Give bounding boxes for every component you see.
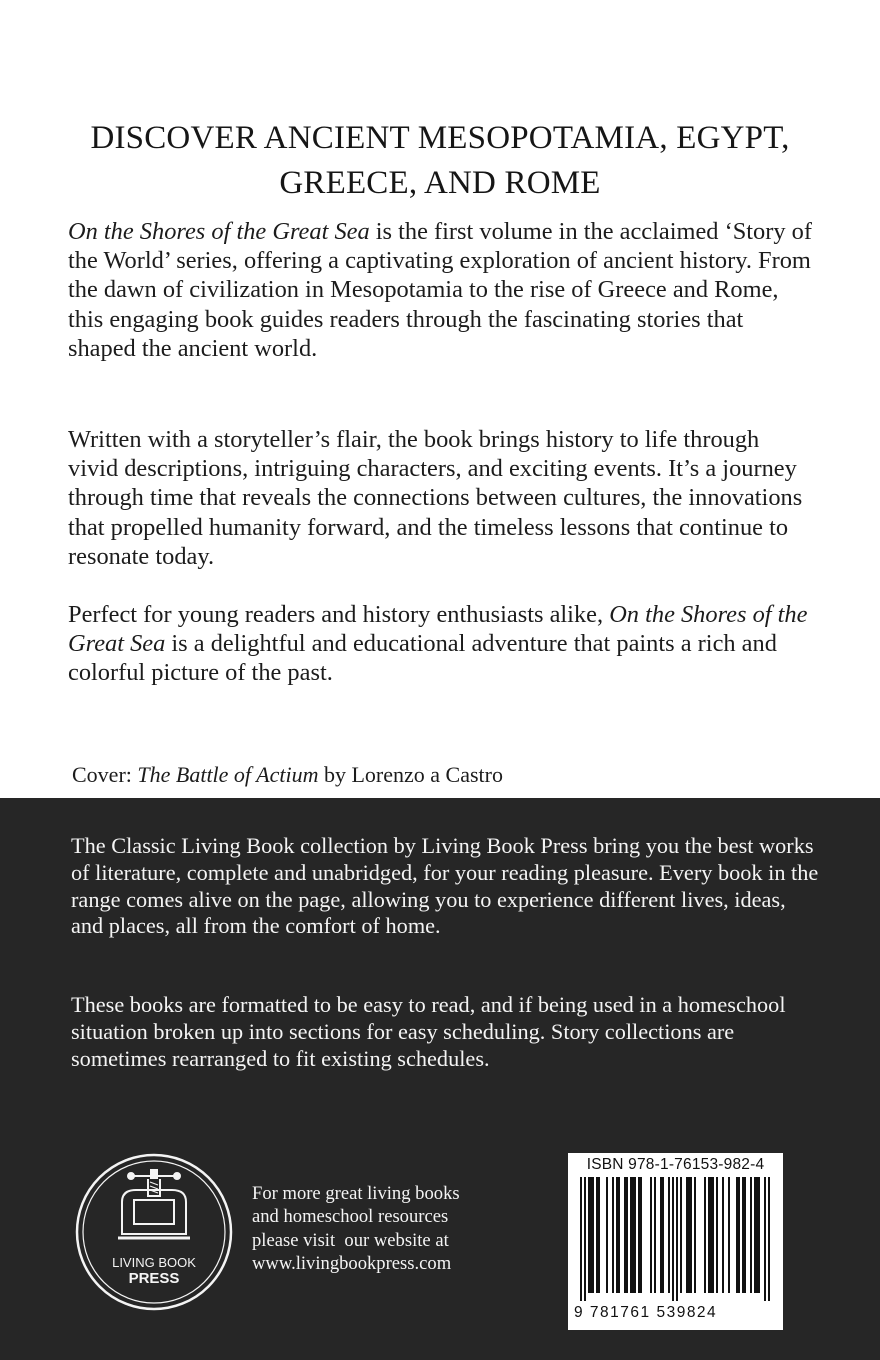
barcode-bar (616, 1177, 618, 1293)
cover-credit-artist: by Lorenzo a Castro (318, 762, 503, 787)
barcode-bar (736, 1177, 738, 1293)
barcode-bar (612, 1177, 614, 1293)
barcode-bar (580, 1177, 582, 1301)
barcode-bar (738, 1177, 740, 1293)
barcode-bar (710, 1177, 712, 1293)
barcode-bar (716, 1177, 718, 1293)
logo-line-1: LIVING BOOK (112, 1255, 196, 1270)
barcode-bar (694, 1177, 696, 1293)
description-paragraph-1 (68, 217, 813, 363)
barcode-bar (626, 1177, 628, 1293)
barcode-bar (668, 1177, 670, 1293)
barcode-bar (722, 1177, 724, 1293)
barcode-bar (662, 1177, 664, 1293)
book-title: On the Shores of the Great Sea (68, 218, 370, 245)
barcode-bar (592, 1177, 594, 1293)
barcode-bar (742, 1177, 744, 1293)
barcode-bar (650, 1177, 652, 1293)
barcode-bar (672, 1177, 674, 1301)
barcode-bar (654, 1177, 656, 1293)
barcode-bar (660, 1177, 662, 1293)
description-paragraph-3 (68, 600, 813, 688)
barcode-bar (618, 1177, 620, 1293)
description-paragraph-2: Written with a storyteller’s flair, the book brings history to life through vivid descriptions, intriguing characters, and exciting events. It’s a journey through time that reveals the connections between cultures, the innovations that propelled humanity forward, and the timeless lessons that continue to resonate today. (68, 426, 803, 570)
paragraph-text: is the first volume in the acclaimed ‘Story of the World’ series, offering a captivating exploration of ancient history. From the dawn of civilization in Mesopotamia to the rise of Greece and Rome, this engaging book guides readers through the fascinating stories that shaped the ancient world. (68, 218, 812, 362)
barcode-bar (632, 1177, 634, 1293)
heading: DISCOVER ANCIENT MESOPOTAMIA, EGYPT, GREECE, AND ROME (90, 120, 790, 201)
barcode-box (568, 1153, 783, 1330)
barcode-bar (750, 1177, 752, 1293)
barcode-bar (676, 1177, 678, 1301)
collection-paragraph-1: The Classic Living Book collection by Living Book Press bring you the best works of literature, complete and unabridged, for your reading pleasure. Every book in the range comes alive on the page, allowing you to experience different lives, ideas, and places, all from the comfort of home. (71, 833, 819, 939)
promo-line-3: please visit our website at (252, 1229, 449, 1251)
barcode-bar (764, 1177, 766, 1301)
publisher-panel (0, 798, 880, 1360)
barcode-bar (704, 1177, 706, 1293)
living-book-press-logo (74, 1152, 234, 1312)
cover-credit-label: Cover: (72, 762, 138, 787)
barcode-bar (728, 1177, 730, 1293)
website-url: www.livingbookpress.com (252, 1253, 452, 1275)
barcode-bar (686, 1177, 688, 1293)
artwork-title: The Battle of Actium (137, 762, 319, 787)
barcode-bar (596, 1177, 598, 1293)
barcode-bar (690, 1177, 692, 1293)
website-promo (252, 1182, 522, 1276)
barcode-bar (758, 1177, 760, 1293)
cover-credit (72, 761, 503, 789)
logo-line-2: PRESS (128, 1270, 180, 1287)
isbn-text: ISBN 978-1-76153-982-4 (586, 1156, 765, 1173)
barcode-bar (590, 1177, 592, 1293)
barcode-bar (634, 1177, 636, 1293)
barcode-bar (680, 1177, 682, 1293)
barcode-bar (744, 1177, 746, 1293)
barcode (576, 1177, 776, 1301)
barcode-bar (768, 1177, 770, 1301)
barcode-digits: 9 781761 539824 (574, 1304, 718, 1321)
promo-line-2: and homeschool resources (252, 1206, 449, 1228)
barcode-bar (708, 1177, 710, 1293)
collection-paragraph-2: These books are formatted to be easy to read, and if being used in a homeschool situation broken up into sections for easy scheduling. Story collections are sometimes rearranged to fit existing schedules. (71, 992, 786, 1071)
paragraph-text: Perfect for young readers and history enthusiasts alike, (68, 601, 610, 628)
book-title: On the Shores of the Great Sea (68, 601, 808, 658)
barcode-bar (624, 1177, 626, 1293)
barcode-bar (588, 1177, 590, 1293)
barcode-bar (630, 1177, 632, 1293)
paragraph-text: is a delightful and educational adventure that paints a rich and colorful picture of the past. (68, 630, 777, 687)
book-press-icon (118, 1170, 190, 1238)
barcode-bar (606, 1177, 608, 1293)
barcode-bar (756, 1177, 758, 1293)
barcode-bar (754, 1177, 756, 1293)
promo-line-1: For more great living books (252, 1183, 460, 1204)
barcode-bar (638, 1177, 640, 1293)
barcode-bar (688, 1177, 690, 1293)
barcode-bar (712, 1177, 714, 1293)
barcode-bar (640, 1177, 642, 1293)
barcode-bar (598, 1177, 600, 1293)
barcode-bar (584, 1177, 586, 1301)
